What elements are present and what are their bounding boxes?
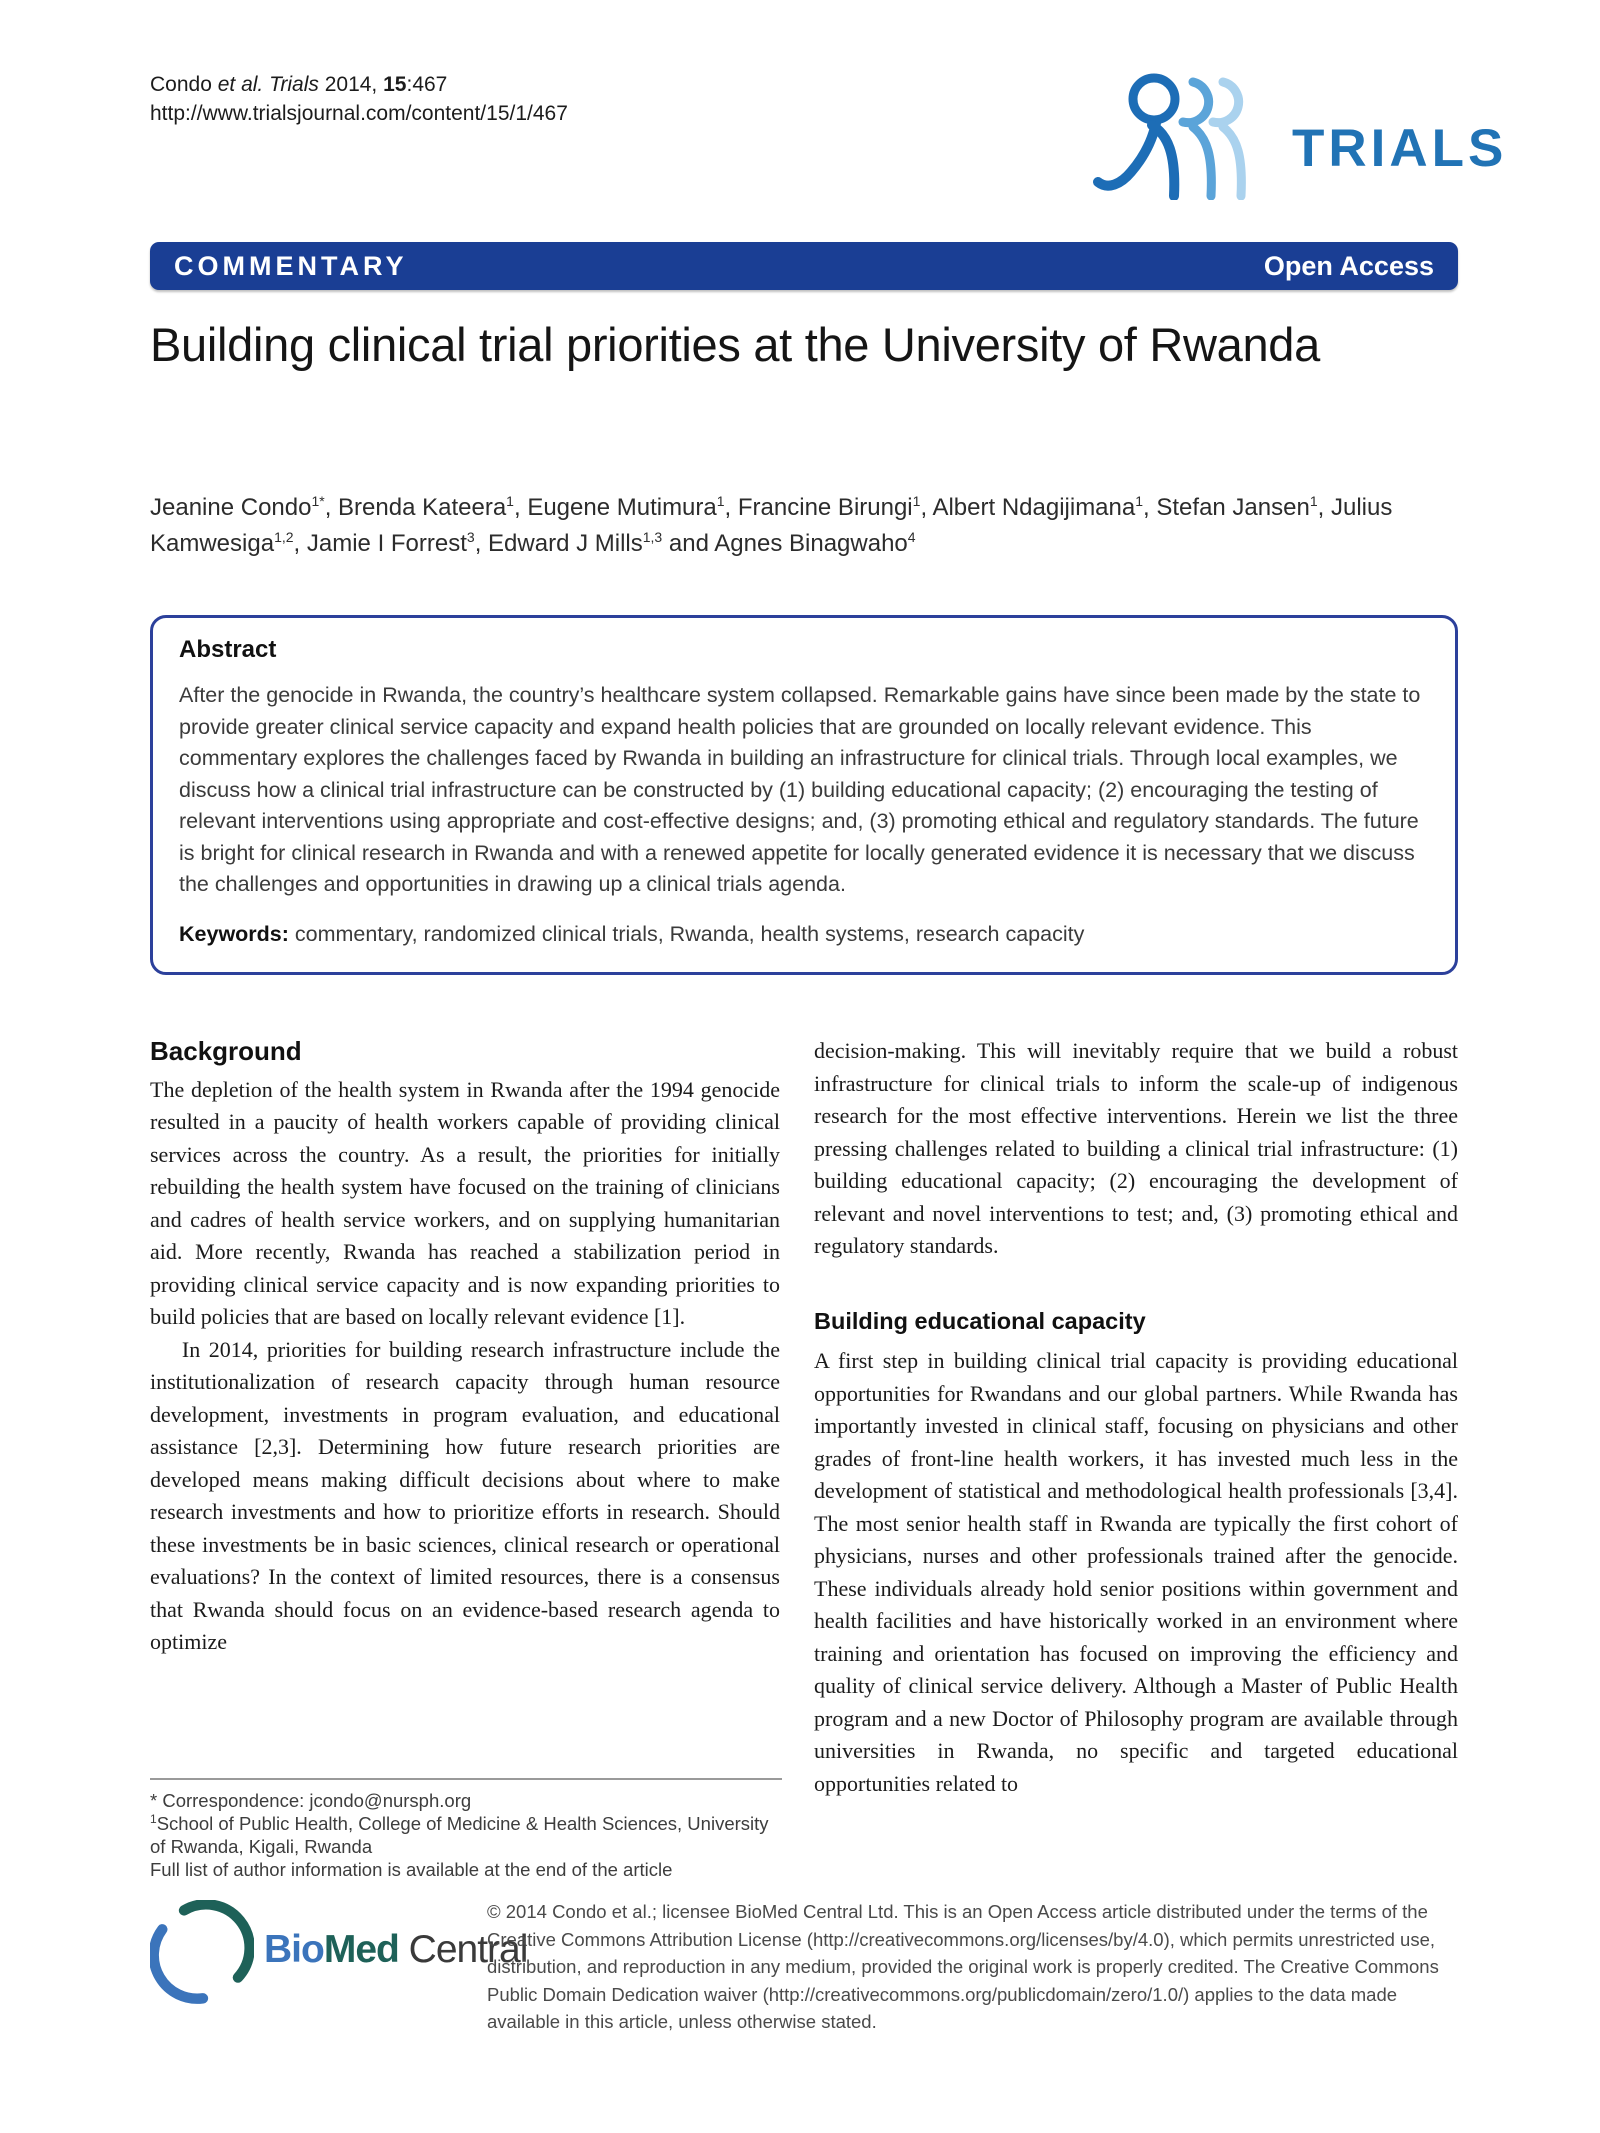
abstract-box <box>150 615 1458 975</box>
bmc-circle-icon <box>150 1900 254 2009</box>
author-affiliation-sup: 1 <box>506 493 514 509</box>
affiliation-line <box>150 1812 782 1858</box>
right-column <box>814 1035 1458 1800</box>
author-info-note: Full list of author information is available at the end of the article <box>150 1859 673 1880</box>
author-name: Julius Kamwesiga$^{1,2}$ <box>150 494 1393 557</box>
journal-wordmark: TRIALS <box>1292 118 1508 178</box>
background-paragraphs <box>150 1074 780 1659</box>
author-affiliation-sup: 1 <box>1309 493 1318 509</box>
correspondence-line: * Correspondence: jcondo@nursph.org <box>150 1790 472 1811</box>
bmc-central-text: Central <box>408 1928 528 1971</box>
author-affiliation-sup: 1,2 <box>274 529 294 545</box>
footnote-block <box>150 1778 782 1881</box>
citation-journal: et al. Trials <box>217 73 319 96</box>
author-affiliation-sup: 4 <box>907 529 916 545</box>
author-name: Stefan Jansen$^1$ <box>1156 493 1318 521</box>
journal-logo <box>1092 68 1507 200</box>
section-heading-educational-capacity: Building educational capacity <box>814 1307 1146 1334</box>
author-affiliation-sup: 1,3 <box>642 529 663 545</box>
author-name: Edward J Mills$^{1,3}$ <box>488 529 663 557</box>
affiliation-sup: 1 <box>150 1811 157 1826</box>
educational-capacity-paragraphs <box>814 1345 1458 1800</box>
biomed-central-logo <box>150 1898 528 2036</box>
continued-paragraphs <box>814 1035 1458 1263</box>
abstract-heading: Abstract <box>179 636 277 663</box>
author-name: Eugene Mutimura$^1$ <box>527 493 725 521</box>
paragraph: In 2014, priorities for building research infrastructure include the institutionalization of research capacity through human resource development, investments in program evaluation, and educational assistance [2,3]. Determining how future research priorities are developed means making difficult decisions about where to make research investments and how to prioritize efforts in research. Should these investments be in basic sciences, clinical research or operational evaluations? In the context of limited resources, there is a consensus that Rwanda should focus on an evidence-based research agenda to optimize <box>150 1336 780 1654</box>
citation-line <box>150 70 568 99</box>
running-person-icon <box>1092 68 1278 200</box>
citation-article-no: :467 <box>406 73 448 96</box>
citation-url: http://www.trialsjournal.com/content/15/1/467 <box>150 102 568 125</box>
affiliation-text: School of Public Health, College of Medicine & Health Sciences, University of Rwanda, Kigali, Rwanda <box>150 1813 769 1857</box>
author-name: Francine Birungi$^1$ <box>737 493 921 521</box>
keywords-label: Keywords: <box>179 921 289 946</box>
left-column <box>150 1035 780 1800</box>
author-name: Brenda Kateera$^1$ <box>338 493 514 521</box>
license-text: © 2014 Condo et al.; licensee BioMed Central Ltd. This is an Open Access article distributed under the terms of the Creative Commons Attribution License (http://creativecommons.org/licenses/by/4.0), which permits unrestricted use, distribution, and reproduction in any medium, provided the original work is properly credited. The Creative Commons Public Domain Dedication waiver (http://creativecommons.org/publicdomain/zero/1.0/) applies to the data made available in this article, unless otherwise stated. <box>487 1901 1439 2032</box>
keywords-line <box>179 919 1429 950</box>
paragraph: A first step in building clinical trial capacity is providing educational opportunities for Rwandans and our global partners. While Rwanda has importantly invested in clinical staff, focusing on physicians and other grades of front-line health workers, it has invested much less in the development of statistical and methodological health professionals [3,4]. The most senior health staff in Rwanda are typically the first cohort of physicians, nurses and other professionals trained after the genocide. These individuals already hold senior positions within government and health facilities and have historically worked in an environment where training and orientation has focused on improving the efficiency and quality of clinical service delivery. Although a Master of Public Health program and a new Doctor of Philosophy program are available through universities in Rwanda, no specific and targeted educational opportunities related to <box>814 1348 1458 1796</box>
section-heading-background: Background <box>150 1036 302 1066</box>
citation-year: 2014, <box>324 73 378 96</box>
citation-block <box>150 70 568 128</box>
body-columns <box>150 1035 1458 1800</box>
bmc-bio-text: Bio <box>264 1928 324 1971</box>
keywords-text: commentary, randomized clinical trials, Rwanda, health systems, research capacity <box>294 921 1085 946</box>
author-affiliation-sup: 1 <box>716 493 725 509</box>
author-name: Albert Ndagijimana$^1$ <box>932 493 1144 521</box>
author-affiliation-sup: 1 <box>912 493 921 509</box>
author-list: Jeanine Condo$^{1*}$, Brenda Kateera$^1$, Eugene Mutimura$^1$, Francine Birungi$^1$, Albert Ndagijimana$^1$, Stefan Jansen$^1$, Julius Kamwesiga$^{1,2}$, Jamie I Forrest$^3$, Edward J Mills$^{1,3}$ and Agnes Binagwaho$^4$ <box>150 493 1393 557</box>
citation-volume: 15 <box>383 73 407 96</box>
publisher-footer <box>150 1898 1458 2036</box>
author-name: Agnes Binagwaho$^4$ <box>714 529 916 557</box>
abstract-text: After the genocide in Rwanda, the country’s healthcare system collapsed. Remarkable gains have since been made by the state to provide greater clinical service capacity and expand health policies that are grounded on locally relevant evidence. This commentary explores the challenges faced by Rwanda in building an infrastructure for clinical trials. Through local examples, we discuss how a clinical trial infrastructure can be constructed by (1) building educational capacity; (2) encouraging the testing of relevant interventions using appropriate and cost-effective designs; and, (3) promoting ethical and regulatory standards. The future is bright for clinical research in Rwanda and with a renewed appetite for locally generated evidence it is necessary that we discuss the challenges and opportunities in drawing up a clinical trials agenda. <box>179 683 1421 896</box>
paragraph: The depletion of the health system in Rwanda after the 1994 genocide resulted in a paucity of health workers capable of providing clinical services across the country. As a result, the priorities for initially rebuilding the health system have focused on the training of clinicians and cadres of health service workers, and on supplying humanitarian aid. More recently, Rwanda has reached a stabilization period in providing clinical service capacity and is now expanding priorities to build policies that are based on locally relevant evidence [1]. <box>150 1076 780 1329</box>
open-access-label: Open Access <box>1263 250 1434 281</box>
paragraph: decision-making. This will inevitably require that we build a robust infrastructure for clinical trials to inform the scale-up of indigenous research for the most effective interventions. Herein we list the three pressing challenges related to building a clinical trial infrastructure: (1) building educational capacity; (2) encouraging the development of relevant and novel interventions to test; and, (3) promoting ethical and regulatory standards. <box>814 1038 1458 1258</box>
article-type-banner <box>150 242 1458 290</box>
author-affiliation-sup: 1 <box>1135 493 1144 509</box>
author-affiliation-sup: 3 <box>466 529 475 545</box>
citation-authors: Condo <box>150 73 212 96</box>
article-type-label: COMMENTARY <box>174 250 408 281</box>
bmc-med-text: Med <box>323 1928 399 1971</box>
author-name: Jamie I Forrest$^3$ <box>306 529 475 557</box>
author-name: Jeanine Condo$^{1*}$ <box>150 493 325 521</box>
author-affiliation-sup: 1* <box>311 493 325 509</box>
page-title: Building clinical trial priorities at the University of Rwanda <box>150 318 1320 371</box>
